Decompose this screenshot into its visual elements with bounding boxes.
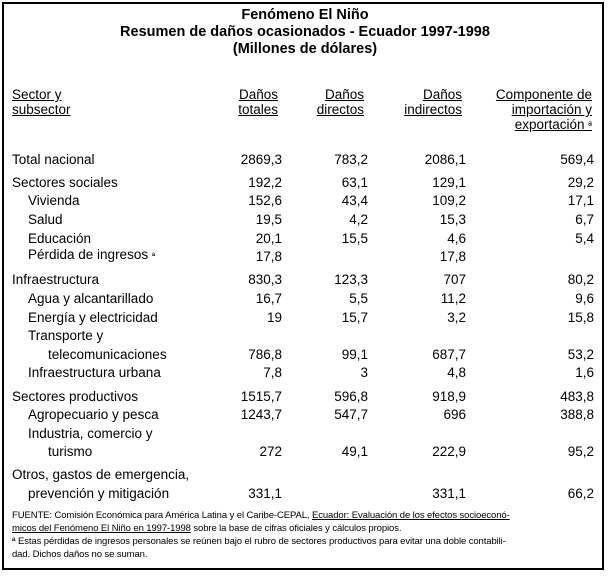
cell-componente: 66,2 [567, 486, 594, 502]
table-subtitle: Resumen de daños ocasionados - Ecuador 1997-1998 [120, 24, 490, 40]
cell-indirectos: 687,7 [432, 346, 466, 362]
cell-totales: 19,5 [255, 211, 282, 227]
table-row [4, 466, 606, 503]
row-label: Infraestructura urbana [28, 365, 161, 381]
cell-componente: 53,2 [567, 346, 594, 362]
row-label [28, 246, 155, 265]
row-label: Industria, comercio y [28, 425, 153, 441]
header-directos [317, 87, 364, 117]
source-title-cont: micos del Fenómeno El Niño en 1997-1998 [12, 523, 191, 534]
table-row [4, 229, 606, 248]
table-row [4, 248, 606, 267]
cell-directos: 43,4 [341, 193, 368, 209]
header-indirectos-line1: Daños [422, 87, 462, 102]
footnote: ª Estas pérdidas de ingresos personales se reúnen bajo el rubro de sectores productivos para evitar una doble contabili- [12, 536, 506, 547]
cell-directos: 596,8 [334, 388, 368, 404]
cell-indirectos: 707 [443, 272, 466, 288]
cell-componente: 483,8 [560, 388, 594, 404]
table-row [4, 387, 606, 406]
source-prefix: FUENTE: Comisión Económica para América Latina y el Caribe-CEPAL, [12, 510, 312, 521]
cell-totales: 2869,3 [240, 151, 282, 167]
cell-directos: 63,1 [341, 174, 368, 190]
row-label-cont: turismo [48, 444, 93, 460]
header-totales-line2: totales [238, 102, 278, 117]
cell-totales: 17,8 [255, 249, 282, 265]
table-row [4, 173, 606, 192]
header-componente [496, 87, 592, 134]
cell-indirectos: 17,8 [439, 249, 466, 265]
cell-indirectos: 11,2 [440, 290, 466, 306]
row-label-text: Pérdida de ingresos [28, 247, 149, 263]
header-sector-line1: Sector y [12, 87, 62, 102]
source-title: Ecuador: Evaluación de los efectos socioeconó- [311, 510, 510, 521]
row-label: Salud [28, 211, 63, 227]
cell-componente: 5,4 [575, 230, 594, 246]
cell-indirectos: 129,1 [432, 174, 466, 190]
cell-componente: 6,7 [575, 211, 594, 227]
table-frame [2, 2, 604, 570]
table-row [4, 327, 606, 364]
cell-indirectos: 3,2 [447, 309, 466, 325]
header-comp-line3-text: exportación [514, 117, 585, 132]
table-row [4, 192, 606, 211]
header-totales-line1: Daños [238, 87, 278, 102]
source-line2 [12, 522, 602, 535]
cell-totales: 786,8 [248, 346, 282, 362]
table-row [4, 364, 606, 383]
cell-totales: 152,6 [248, 193, 282, 209]
header-comp-line2: importación y [511, 102, 592, 117]
header-indirectos [404, 87, 462, 117]
cell-componente: 95,2 [567, 444, 594, 460]
header-directos-line2: directos [316, 102, 364, 117]
cell-indirectos: 331,1 [432, 486, 466, 502]
table-row [4, 308, 606, 327]
cell-directos: 4,2 [349, 211, 368, 227]
row-label-cont: prevención y mitigación [28, 486, 170, 502]
header-sector-line2: subsector [12, 102, 71, 117]
cell-directos: 5,5 [349, 290, 368, 306]
row-label: Total nacional [12, 151, 95, 167]
cell-componente: 15,8 [567, 309, 594, 325]
row-label: Otros, gastos de emergencia, [12, 467, 190, 483]
cell-directos: 123,3 [334, 272, 368, 288]
footnote-mark: ª [588, 121, 592, 132]
cell-indirectos: 696 [443, 407, 466, 423]
cell-indirectos: 4,8 [447, 365, 466, 381]
table-units: (Millones de dólares) [232, 41, 378, 57]
cell-directos: 3 [360, 365, 368, 381]
table-body [4, 150, 606, 503]
cell-totales: 1243,7 [240, 407, 282, 423]
cell-totales: 192,2 [248, 174, 282, 190]
cell-componente: 80,2 [567, 272, 594, 288]
cell-indirectos: 2086,1 [424, 151, 466, 167]
cell-indirectos: 222,9 [432, 444, 466, 460]
cell-totales: 272 [259, 444, 282, 460]
table-row [4, 150, 606, 169]
table-title: Fenómeno El Niño [241, 7, 369, 23]
cell-totales: 16,7 [255, 290, 282, 306]
cell-totales: 19 [266, 309, 282, 325]
row-label: Educación [28, 230, 92, 246]
footnote-mark: ª [151, 251, 156, 262]
cell-componente: 1,6 [575, 365, 594, 381]
cell-directos: 783,2 [334, 151, 368, 167]
cell-componente: 569,4 [560, 151, 594, 167]
source-line1 [12, 509, 602, 522]
table-row [4, 210, 606, 229]
cell-directos: 49,1 [341, 444, 368, 460]
cell-indirectos: 4,6 [447, 230, 466, 246]
table-row [4, 406, 606, 425]
row-label: Agua y alcantarillado [28, 290, 154, 306]
cell-componente: 9,6 [575, 290, 594, 306]
cell-indirectos: 918,9 [432, 388, 466, 404]
cell-componente: 388,8 [560, 407, 594, 423]
cell-directos: 15,7 [341, 309, 368, 325]
row-label: Vivienda [28, 193, 80, 209]
table-row [4, 424, 606, 461]
row-label: Agropecuario y pesca [28, 407, 159, 423]
row-label: Sectores sociales [12, 174, 118, 190]
cell-directos: 15,5 [341, 230, 368, 246]
cell-totales: 830,3 [248, 272, 282, 288]
row-label: Infraestructura [12, 272, 100, 288]
row-label: Sectores productivos [12, 388, 139, 404]
header-sector [12, 87, 71, 117]
cell-directos: 99,1 [341, 346, 368, 362]
table-row [4, 289, 606, 308]
cell-indirectos: 109,2 [432, 193, 466, 209]
footnote-cont: dad. Dichos daños no se suman. [12, 549, 148, 560]
table-row [4, 271, 606, 290]
cell-totales: 1515,7 [240, 388, 282, 404]
source-note [12, 509, 602, 561]
cell-indirectos: 15,3 [439, 211, 466, 227]
row-label: Transporte y [28, 328, 104, 344]
cell-componente: 17,1 [567, 193, 594, 209]
cell-totales: 331,1 [248, 486, 282, 502]
cell-componente: 29,2 [567, 174, 594, 190]
cell-directos: 547,7 [334, 407, 368, 423]
source-suffix: sobre la base de cifras oficiales y cálculos propios. [190, 523, 402, 534]
row-label-cont: telecomunicaciones [48, 346, 167, 362]
header-comp-line3 [496, 117, 592, 134]
cell-totales: 7,8 [263, 365, 282, 381]
header-totales [238, 87, 278, 117]
header-directos-line1: Daños [324, 87, 364, 102]
header-indirectos-line2: indirectos [404, 102, 462, 117]
row-label: Energía y electricidad [28, 309, 158, 325]
header-comp-line1: Componente de [495, 87, 592, 102]
cell-totales: 20,1 [255, 230, 282, 246]
